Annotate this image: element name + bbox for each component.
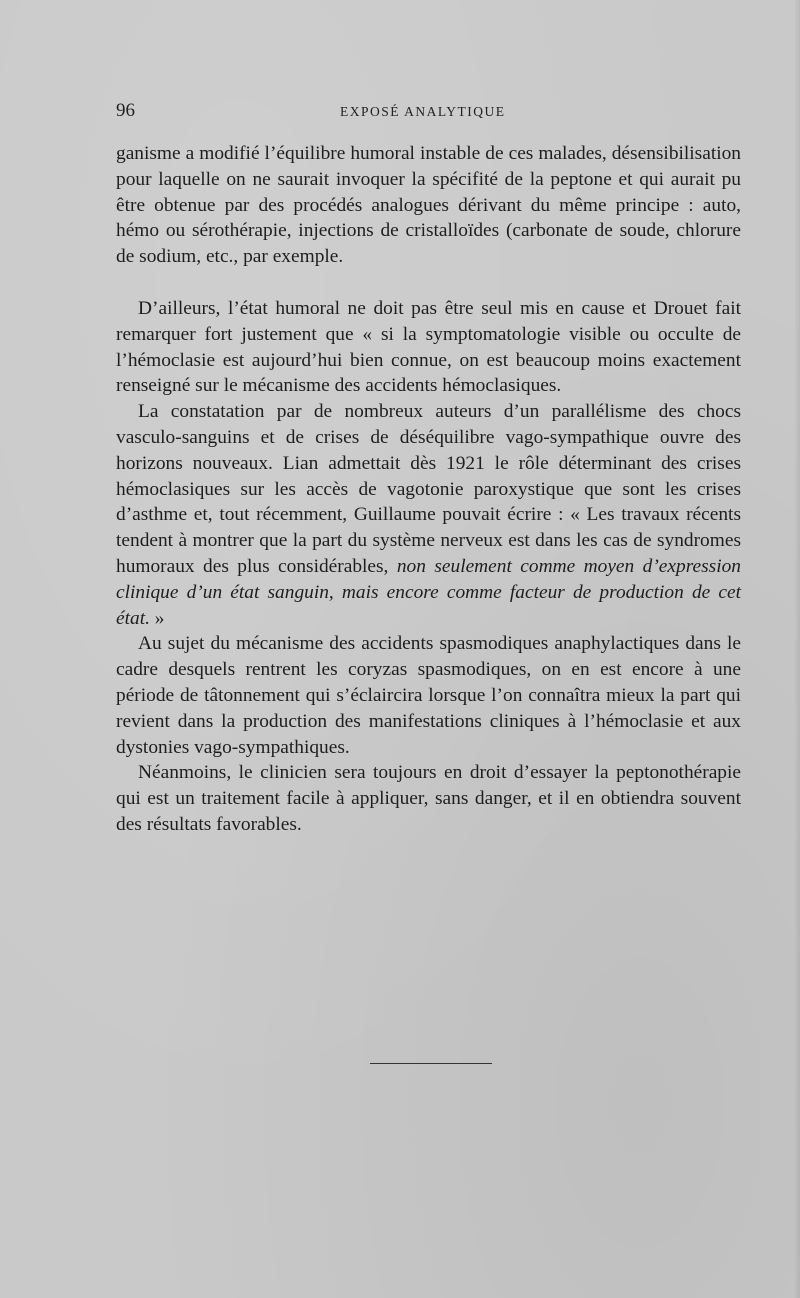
paragraph-3-quote-close: » (149, 607, 165, 629)
body-text (116, 141, 741, 838)
running-head: EXPOSÉ ANALYTIQUE (340, 104, 506, 119)
paragraph-3 (116, 399, 741, 631)
page-number: 96 (116, 100, 135, 121)
page-edge-shadow (794, 0, 800, 1298)
end-rule (370, 1063, 492, 1064)
paragraph-3-text: La constatation par de nombreux auteurs d’un parallélisme des chocs vasculo-sanguins et de crises de déséquilibre vago-sympathique ouvre des horizons nouveaux. Lian admettait dès 1921 le rôle déterminant des crises hémoclasiques sur les accès de vagotonie paroxystique que sont les crises d’asthme et, tout récemment, Guillaume pouvait écrire : « Les travaux récents tendent à montrer que la part du système nerveux est dans les cas de syndromes humoraux des plus considérables, (116, 401, 741, 577)
paragraph-1: ganisme a modifié l’équilibre humoral instable de ces malades, désensibilisation pour laquelle on ne saurait invoquer la spécifité de la peptone et qui aurait pu être obtenue par des procédés analogues dérivant du même principe : auto, hémo ou sérothérapie, injections de cristalloïdes (carbonate de soude, chlorure de sodium, etc., par exemple. (116, 143, 741, 268)
page-header (116, 100, 738, 126)
paragraph-5: Néanmoins, le clinicien sera toujours en droit d’essayer la peptonothérapie qui est un traitement facile à appliquer, sans danger, et il en obtiendra souvent des résultats favorables. (116, 762, 741, 835)
paragraph-3-italic-quote: non seulement comme moyen d’expression clinique d’un état sanguin, mais encore comme facteur de production de cet état. (116, 555, 741, 629)
paragraph-2: D’ailleurs, l’état humoral ne doit pas être seul mis en cause et Drouet fait remarquer fort justement que « si la symptomatologie visible ou occulte de l’hémoclasie est aujourd’hui bien connue, on est beaucoup moins exactement renseigné sur le mécanisme des accidents hémoclasiques. (116, 297, 741, 397)
paragraph-4: Au sujet du mécanisme des accidents spasmodiques anaphylactiques dans le cadre desquels rentrent les coryzas spasmodiques, on en est encore à une période de tâtonnement qui s’éclaircira lorsque l’on connaîtra mieux la part qui revient dans la production des manifestations cliniques à l’hémoclasie et aux dystonies vago-sympathiques. (116, 633, 741, 758)
